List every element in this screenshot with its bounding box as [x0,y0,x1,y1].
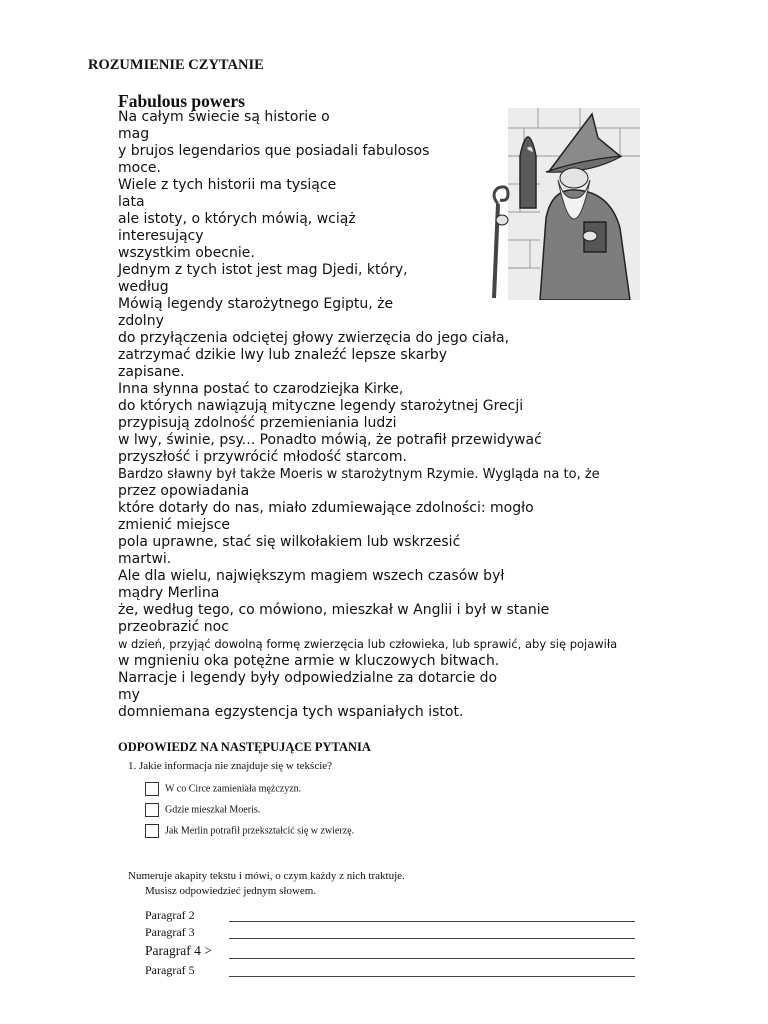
answer-option[interactable] [145,782,301,796]
option-label: W co Circe zamieniała mężczyzn. [165,783,302,795]
text-line: Narracje i legendy były odpowiedzialne za dotarcie do [118,670,498,686]
text-line: w dzień, przyjąć dowolną formę zwierzęcia lub człowieka, lub sprawić, aby się pojawiła [118,637,618,651]
text-line: Na całym świecie są historie o [118,109,330,125]
text-line: przyszłość i przywrócić młodość starcom. [118,449,407,465]
text-line: mag [118,126,150,142]
text-line: wszystkim obecnie. [118,245,255,261]
text-line: według [118,279,169,295]
text-line: które dotarły do nas, miało zdumiewające zdolności: mogło [118,500,534,516]
option-label: Gdzie mieszkał Moeris. [165,804,261,816]
answer-option[interactable] [145,824,354,838]
text-line: w mgnieniu oka potężne armie w kluczowych bitwach. [118,653,500,669]
paragraph-answer-row[interactable] [145,945,635,961]
text-line: zatrzymać dzikie lwy lub znaleźć lepsze skarby [118,347,448,363]
paragraph-label: Paragraf 2 [145,908,195,922]
text-line: Jednym z tych istot jest mag Djedi, który, [118,262,408,278]
checkbox[interactable] [145,824,159,838]
answer-line[interactable] [229,938,635,939]
checkbox[interactable] [145,803,159,817]
questions-heading: ODPOWIEDZ NA NASTĘPUJĄCE PYTANIA [118,740,371,754]
text-line: zapisane. [118,364,185,380]
text-line: my [118,687,140,703]
checkbox[interactable] [145,782,159,796]
paragraph-label: Paragraf 5 [145,963,195,977]
text-line: zdolny [118,313,164,329]
text-line: zmienić miejsce [118,517,231,533]
instruction-text: Musisz odpowiedzieć jednym słowem. [145,885,317,897]
text-line: moce. [118,160,161,176]
paragraph-answer-row[interactable] [145,908,635,924]
text-line: Bardzo sławny był także Moeris w starożytnym Rzymie. Wygląda na to, że [118,467,600,482]
section-heading: ROZUMIENIE CZYTANIE [88,57,264,73]
text-line: do których nawiązują mityczne legendy starożytnej Grecji [118,398,524,414]
instruction-text: Numeruje akapity tekstu i mówi, o czym każdy z nich traktuje. [128,870,405,882]
text-line: Inna słynna postać to czarodziejka Kirke, [118,381,404,397]
text-line: Wiele z tych historii ma tysiące [118,177,337,193]
text-line: Ale dla wielu, największym magiem wszech czasów był [118,568,505,584]
text-line: przypisują zdolność przemieniania ludzi [118,415,397,431]
text-line: ale istoty, o których mówią, wciąż [118,211,356,227]
answer-line[interactable] [229,976,635,977]
text-line: domniemana egzystencja tych wspaniałych istot. [118,704,464,720]
paragraph-answer-row[interactable] [145,925,635,941]
question-1: 1. Jakie informacja nie znajduje się w tekście? [128,760,333,772]
text-line: lata [118,194,145,210]
text-title: Fabulous powers [118,91,245,111]
text-line: martwi. [118,551,172,567]
text-line: mądry Merlina [118,585,220,601]
paragraph-label: Paragraf 3 [145,925,195,939]
text-line: w lwy, świnie, psy... Ponadto mówią, że potrafił przewidywać [118,432,542,448]
text-line: pola uprawne, stać się wilkołakiem lub wskrzesić [118,534,461,550]
text-line: do przyłączenia odciętej głowy zwierzęcia do jego ciała, [118,330,510,346]
answer-option[interactable] [145,803,260,817]
paragraph-label: Paragraf 4 > [145,943,212,958]
text-line: Mówią legendy starożytnego Egiptu, że [118,296,394,312]
answer-line[interactable] [229,921,635,922]
paragraph-answer-row[interactable] [145,963,635,979]
option-label: Jak Merlin potrafił przekształcić się w zwierzę. [165,825,355,837]
text-line: że, według tego, co mówiono, mieszkał w Anglii i był w stanie [118,602,550,618]
answer-line[interactable] [229,958,635,959]
text-line: przeobrazić noc [118,619,229,635]
reading-text [118,109,658,721]
text-line: y brujos legendarios que posiadali fabulosos [118,143,430,159]
text-line: przez opowiadania [118,483,250,499]
text-line: interesujący [118,228,204,244]
